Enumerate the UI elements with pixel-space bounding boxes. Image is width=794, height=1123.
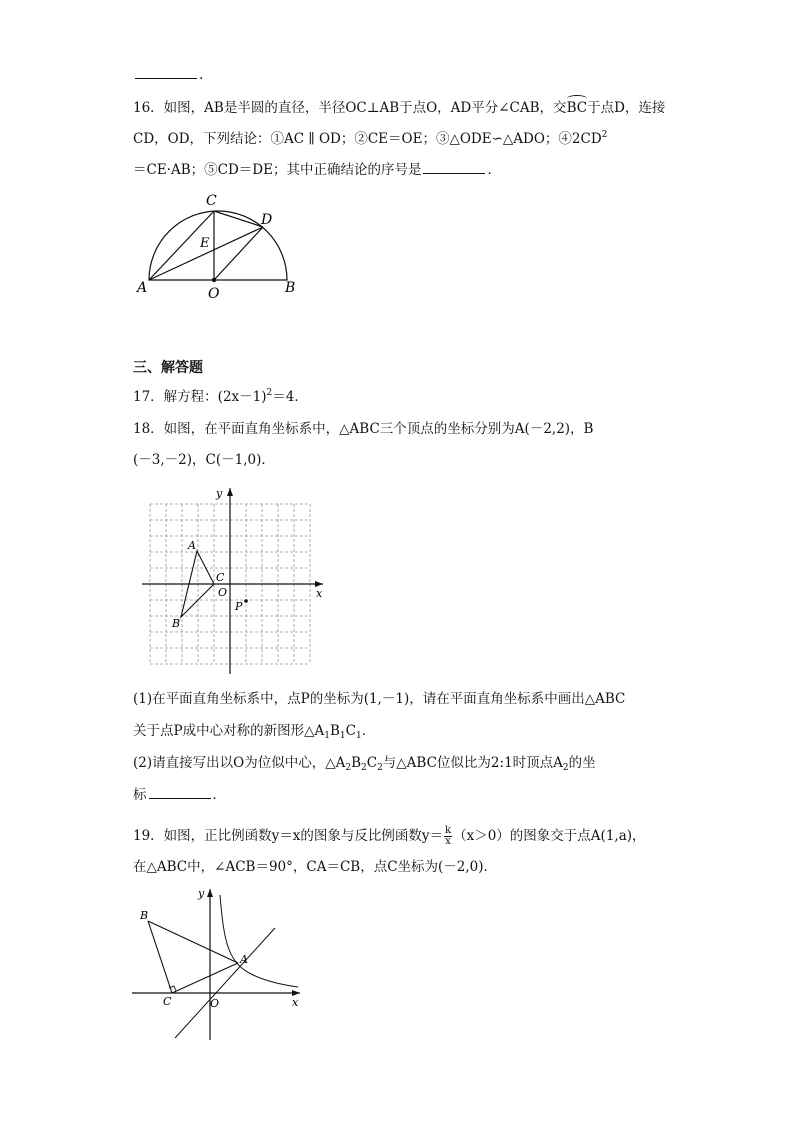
label-c: C bbox=[163, 995, 172, 1008]
label-o: O bbox=[210, 997, 220, 1010]
semicircle-figure bbox=[130, 190, 305, 305]
arc-bc: BC bbox=[566, 100, 588, 116]
answer-blank[interactable] bbox=[149, 786, 211, 799]
q18-line-2: (－3,－2)，C(－1,0)． bbox=[133, 452, 275, 468]
q16-line-3: ＝CE·AB；⑤CD＝DE；其中正确结论的序号是 ． bbox=[133, 162, 501, 178]
q18-sub2b: 标 ． bbox=[133, 787, 226, 803]
label-x: x bbox=[292, 996, 299, 1009]
section-heading: 三、解答题 bbox=[133, 360, 203, 376]
function-graph-figure bbox=[128, 883, 308, 1043]
answer-blank[interactable] bbox=[135, 66, 197, 79]
q16-line-2: CD，OD，下列结论：①AC ∥ OD；②CE＝OE；③△ODE∽△ADO；$④2CD^2$ bbox=[133, 130, 608, 147]
label-a: A bbox=[240, 953, 248, 966]
label-o: O bbox=[218, 586, 228, 599]
label-b: B bbox=[172, 617, 181, 630]
label-c: C bbox=[216, 571, 225, 584]
label-e: E bbox=[200, 236, 210, 251]
q18-sub1: (1)在平面直角坐标系中，点P的坐标为(1,－1)，请在平面直角坐标系中画出△ABC bbox=[133, 691, 626, 707]
q17: 17．解方程：$(2x-1)^2=4$． bbox=[133, 388, 308, 405]
q19-line-1: 19．如图，正比例函数y＝x的图象与反比例函数y＝ $\frac{k}{x}$ （x＞0）的图象交于点A(1,a)， bbox=[133, 825, 646, 847]
label-a: A bbox=[188, 539, 196, 552]
q19-line-2: 在△ABC中，∠ACB＝90°，CA＝CB，点C坐标为(－2,0)． bbox=[133, 859, 498, 875]
label-b: B bbox=[140, 909, 149, 922]
label-d: D bbox=[261, 212, 273, 228]
label-x: x bbox=[316, 587, 323, 600]
label-y: y bbox=[198, 887, 205, 900]
label-c: C bbox=[206, 193, 217, 209]
label-p: P bbox=[235, 600, 243, 613]
label-y: y bbox=[216, 487, 223, 500]
answer-blank[interactable] bbox=[423, 161, 485, 174]
label-b: B bbox=[285, 280, 296, 296]
fraction-k-over-x: $\frac{k}{x}$ bbox=[445, 825, 452, 847]
label-o: O bbox=[208, 286, 220, 302]
coordinate-grid-figure bbox=[140, 484, 330, 676]
q15-tail: . bbox=[133, 66, 203, 84]
q18-line-1: 18．如图，在平面直角坐标系中，△ABC三个顶点的坐标分别为A(－2,2)，B bbox=[133, 421, 594, 437]
q18-sub1b: 关于点P成中心对称的新图形$\triangle A_1B_1C_1$． bbox=[133, 723, 376, 741]
q16-line-1: 16．如图，AB是半圆的直径，半径OC⊥AB于点O，AD平分∠CAB，交BC于点D，连接 bbox=[133, 100, 666, 116]
label-a: A bbox=[137, 280, 148, 296]
q18-sub2: (2)请直接写出以O为位似中心，$\triangle A_2B_2C_2$与△ABC位似比为2:1时顶点$A_2$的坐 bbox=[133, 755, 596, 773]
